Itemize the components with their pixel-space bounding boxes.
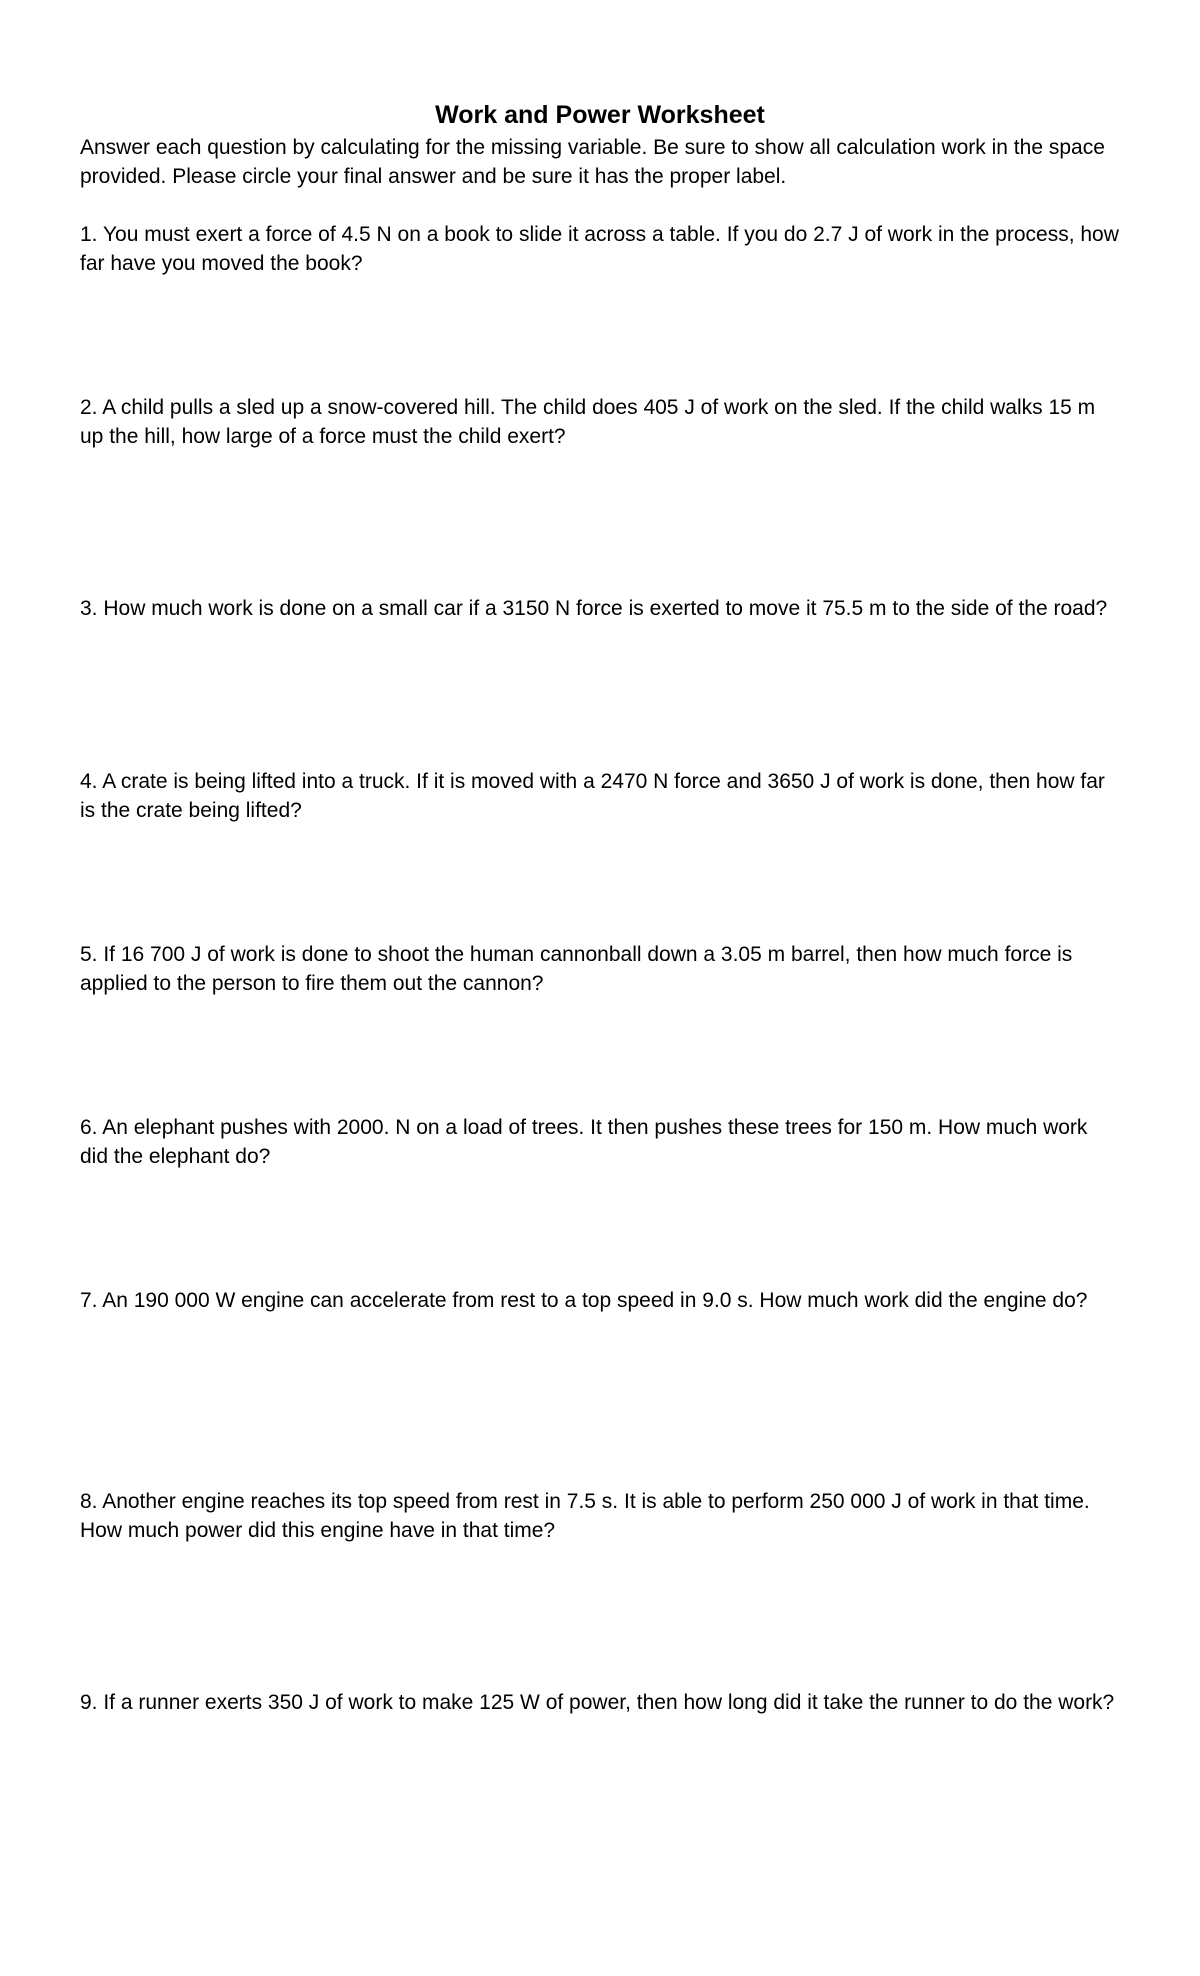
question-2: 2. A child pulls a sled up a snow-covered hill. The child does 405 J of work on the sled. If the child walks 15 m up the hill, how large of a force must the child exert?: [80, 396, 1096, 448]
question-5: 5. If 16 700 J of work is done to shoot the human cannonball down a 3.05 m barrel, then how much force is applied to the person to fire them out the cannon?: [80, 943, 1073, 995]
question-6: 6. An elephant pushes with 2000. N on a load of trees. It then pushes these trees for 150 m. How much work did the elephant do?: [80, 1116, 1088, 1168]
question-9: 9. If a runner exerts 350 J of work to make 125 W of power, then how long did it take the runner to do the work?: [80, 1691, 1115, 1714]
instructions: Answer each question by calculating for the missing variable. Be sure to show all calculation work in the space provided. Please circle your final answer and be sure it has the proper label.: [80, 136, 1105, 188]
question-3: 3. How much work is done on a small car if a 3150 N force is exerted to move it 75.5 m to the side of the road?: [80, 597, 1108, 620]
page-title: Work and Power Worksheet: [435, 101, 765, 129]
question-7: 7. An 190 000 W engine can accelerate from rest to a top speed in 9.0 s. How much work did the engine do?: [80, 1289, 1088, 1312]
question-8: 8. Another engine reaches its top speed from rest in 7.5 s. It is able to perform 250 000 J of work in that time. How much power did this engine have in that time?: [80, 1490, 1090, 1542]
question-1: 1. You must exert a force of 4.5 N on a book to slide it across a table. If you do 2.7 J of work in the process, how far have you moved the book?: [80, 223, 1119, 275]
question-4: 4. A crate is being lifted into a truck. If it is moved with a 2470 N force and 3650 J of work is done, then how far is the crate being lifted?: [80, 770, 1105, 822]
